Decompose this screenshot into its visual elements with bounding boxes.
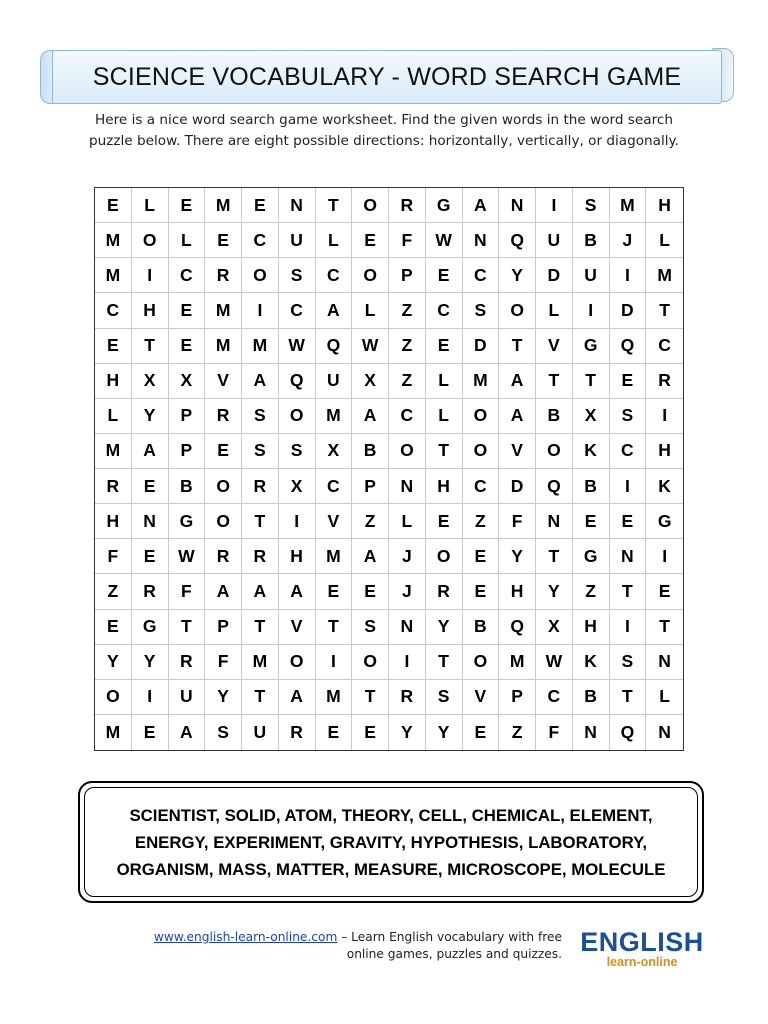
grid-cell: O [279, 399, 316, 434]
grid-cell: O [352, 645, 389, 680]
grid-cell: N [499, 188, 536, 223]
grid-cell: A [352, 399, 389, 434]
grid-cell: E [463, 539, 500, 574]
grid-cell: C [389, 399, 426, 434]
grid-cell: E [205, 434, 242, 469]
grid-cell: E [610, 364, 647, 399]
grid-cell: R [279, 715, 316, 750]
grid-cell: N [463, 223, 500, 258]
grid-cell: M [95, 223, 132, 258]
grid-cell: R [169, 645, 206, 680]
grid-cell: X [573, 399, 610, 434]
intro-line-2: puzzle below. There are eight possible directions: horizontally, vertically, or diagonally. [89, 133, 679, 149]
grid-cell: Q [499, 223, 536, 258]
grid-cell: H [279, 539, 316, 574]
grid-cell: R [242, 539, 279, 574]
grid-cell: N [389, 469, 426, 504]
grid-cell: U [536, 223, 573, 258]
grid-cell: H [132, 293, 169, 328]
grid-cell: X [169, 364, 206, 399]
grid-cell: M [646, 258, 683, 293]
grid-cell: D [610, 293, 647, 328]
grid-cell: W [426, 223, 463, 258]
grid-cell: V [536, 329, 573, 364]
grid-cell: F [95, 539, 132, 574]
grid-cell: L [426, 399, 463, 434]
grid-cell: I [646, 399, 683, 434]
grid-cell: T [132, 329, 169, 364]
grid-cell: E [610, 504, 647, 539]
website-link[interactable]: www.english-learn-online.com [153, 930, 338, 944]
grid-cell: O [426, 539, 463, 574]
grid-cell: Q [610, 329, 647, 364]
grid-cell: O [205, 504, 242, 539]
grid-cell: C [426, 293, 463, 328]
grid-cell: S [279, 434, 316, 469]
grid-cell: L [95, 399, 132, 434]
grid-cell: G [573, 329, 610, 364]
grid-cell: N [132, 504, 169, 539]
grid-cell: M [242, 329, 279, 364]
grid-cell: A [169, 715, 206, 750]
grid-cell: T [610, 574, 647, 609]
grid-cell: E [426, 258, 463, 293]
grid-cell: M [499, 645, 536, 680]
grid-cell: E [463, 574, 500, 609]
grid-cell: E [132, 539, 169, 574]
grid-cell: G [573, 539, 610, 574]
grid-cell: S [205, 715, 242, 750]
grid-cell: T [169, 610, 206, 645]
grid-cell: B [573, 223, 610, 258]
grid-cell: I [132, 258, 169, 293]
grid-cell: S [573, 188, 610, 223]
grid-cell: E [95, 610, 132, 645]
grid-cell: K [646, 469, 683, 504]
grid-cell: S [352, 610, 389, 645]
grid-cell: P [352, 469, 389, 504]
grid-cell: E [352, 223, 389, 258]
grid-cell: S [242, 434, 279, 469]
grid-cell: Y [499, 539, 536, 574]
grid-cell: G [169, 504, 206, 539]
grid-cell: M [610, 188, 647, 223]
grid-cell: S [610, 645, 647, 680]
grid-cell: V [205, 364, 242, 399]
grid-cell: Z [389, 293, 426, 328]
grid-cell: E [169, 188, 206, 223]
footer-text [60, 929, 562, 963]
grid-cell: T [426, 434, 463, 469]
grid-cell: Q [610, 715, 647, 750]
grid-cell: T [242, 680, 279, 715]
grid-cell: O [279, 645, 316, 680]
grid-cell: J [389, 539, 426, 574]
grid-cell: F [499, 504, 536, 539]
grid-cell: Y [132, 645, 169, 680]
grid-cell: A [316, 293, 353, 328]
grid-cell: W [279, 329, 316, 364]
word-list-line-3: ORGANISM, MASS, MATTER, MEASURE, MICROSCOPE, MOLECULE [116, 859, 666, 879]
grid-cell: V [499, 434, 536, 469]
grid-cell: E [352, 574, 389, 609]
grid-cell: M [95, 258, 132, 293]
word-list-line-2: ENERGY, EXPERIMENT, GRAVITY, HYPOTHESIS, LABORATORY, [134, 832, 648, 852]
grid-cell: C [646, 329, 683, 364]
grid-cell: M [205, 293, 242, 328]
grid-cell: P [169, 434, 206, 469]
grid-cell: A [499, 364, 536, 399]
grid-cell: I [279, 504, 316, 539]
grid-cell: I [389, 645, 426, 680]
grid-cell: S [242, 399, 279, 434]
grid-cell: C [610, 434, 647, 469]
grid-cell: L [169, 223, 206, 258]
grid-cell: T [536, 539, 573, 574]
grid-cell: I [132, 680, 169, 715]
grid-cell: R [389, 188, 426, 223]
grid-cell: A [132, 434, 169, 469]
grid-cell: P [499, 680, 536, 715]
grid-cell: E [426, 504, 463, 539]
grid-cell: B [352, 434, 389, 469]
grid-cell: R [95, 469, 132, 504]
grid-cell: X [352, 364, 389, 399]
grid-cell: I [316, 645, 353, 680]
grid-cell: T [316, 188, 353, 223]
grid-cell: M [242, 645, 279, 680]
grid-cell: E [132, 715, 169, 750]
grid-cell: U [573, 258, 610, 293]
grid-cell: T [610, 680, 647, 715]
grid-cell: C [463, 258, 500, 293]
grid-cell: T [242, 610, 279, 645]
grid-cell: M [205, 329, 242, 364]
grid-cell: L [316, 223, 353, 258]
logo-english: ENGLISH [580, 927, 704, 957]
grid-cell: O [205, 469, 242, 504]
grid-cell: H [95, 504, 132, 539]
grid-cell: E [242, 188, 279, 223]
grid-cell: R [132, 574, 169, 609]
grid-cell: N [646, 645, 683, 680]
grid-cell: I [573, 293, 610, 328]
grid-cell: I [536, 188, 573, 223]
page-title: SCIENCE VOCABULARY - WORD SEARCH GAME [92, 62, 682, 91]
grid-cell: Z [463, 504, 500, 539]
grid-cell: O [463, 399, 500, 434]
grid-cell: O [352, 258, 389, 293]
grid-cell: M [316, 399, 353, 434]
grid-cell: R [426, 574, 463, 609]
grid-cell: F [169, 574, 206, 609]
grid-cell: G [132, 610, 169, 645]
grid-cell: A [279, 680, 316, 715]
grid-cell: Y [95, 645, 132, 680]
grid-cell: C [279, 293, 316, 328]
grid-cell: O [463, 645, 500, 680]
title-banner [40, 44, 734, 112]
grid-cell: K [573, 434, 610, 469]
grid-cell: I [610, 469, 647, 504]
grid-cell: O [463, 434, 500, 469]
word-search-grid [94, 187, 684, 751]
grid-cell: H [95, 364, 132, 399]
grid-cell: X [316, 434, 353, 469]
grid-cell: Q [499, 610, 536, 645]
grid-cell: Y [499, 258, 536, 293]
grid-cell: R [242, 469, 279, 504]
grid-cell: U [316, 364, 353, 399]
grid-cell: O [242, 258, 279, 293]
grid-cell: Z [499, 715, 536, 750]
grid-cell: E [646, 574, 683, 609]
grid-cell: O [352, 188, 389, 223]
grid-cell: E [426, 329, 463, 364]
grid-cell: D [536, 258, 573, 293]
grid-cell: R [646, 364, 683, 399]
grid-cell: Z [389, 364, 426, 399]
grid-cell: C [463, 469, 500, 504]
grid-cell: A [205, 574, 242, 609]
grid-cell: W [352, 329, 389, 364]
grid-cell: H [573, 610, 610, 645]
grid-cell: Y [132, 399, 169, 434]
grid-cell: J [389, 574, 426, 609]
word-list [117, 802, 666, 883]
grid-cell: A [242, 574, 279, 609]
grid-cell: Q [316, 329, 353, 364]
grid-cell: X [132, 364, 169, 399]
grid-cell: R [205, 539, 242, 574]
grid-cell: Z [573, 574, 610, 609]
grid-cell: A [279, 574, 316, 609]
grid-cell: P [205, 610, 242, 645]
grid-cell: L [389, 504, 426, 539]
grid-cell: M [95, 434, 132, 469]
grid-cell: N [536, 504, 573, 539]
grid-cell: Z [389, 329, 426, 364]
grid-cell: M [95, 715, 132, 750]
grid-cell: H [499, 574, 536, 609]
grid-cell: T [536, 364, 573, 399]
grid-cell: M [316, 539, 353, 574]
grid-cell: V [463, 680, 500, 715]
grid-cell: U [242, 715, 279, 750]
banner-body [52, 50, 722, 104]
english-learn-online-logo [578, 928, 706, 972]
grid-cell: M [316, 680, 353, 715]
grid-cell: C [536, 680, 573, 715]
grid-cell: I [646, 539, 683, 574]
grid-cell: O [499, 293, 536, 328]
logo-learn-online: learn-online [606, 955, 678, 969]
grid-cell: L [646, 680, 683, 715]
grid-cell: O [536, 434, 573, 469]
grid-cell: S [279, 258, 316, 293]
grid-cell: I [242, 293, 279, 328]
footer-text-1: – Learn English vocabulary with free [337, 930, 562, 944]
grid-cell: X [536, 610, 573, 645]
grid-cell: L [426, 364, 463, 399]
grid-cell: A [242, 364, 279, 399]
grid-cell: N [658, 721, 671, 742]
grid-cell: R [389, 680, 426, 715]
grid-cell: G [646, 504, 683, 539]
intro-text [30, 110, 738, 152]
grid-cell: L [646, 223, 683, 258]
grid-cell: Z [352, 504, 389, 539]
grid-cell: P [169, 399, 206, 434]
grid-cell: D [463, 329, 500, 364]
grid-cell: Q [279, 364, 316, 399]
grid-cell: P [389, 258, 426, 293]
grid-cell: X [279, 469, 316, 504]
grid-cell: Y [426, 610, 463, 645]
grid-cell: S [426, 680, 463, 715]
grid-cell: T [426, 645, 463, 680]
grid-cell: T [242, 504, 279, 539]
grid-cell: U [279, 223, 316, 258]
grid-cell: O [389, 434, 426, 469]
grid-cell: V [279, 610, 316, 645]
grid-cell: B [463, 610, 500, 645]
word-list-box [78, 781, 704, 903]
grid-cell: E [205, 223, 242, 258]
grid-cell: R [205, 258, 242, 293]
grid-cell: I [610, 610, 647, 645]
grid-cell: C [95, 293, 132, 328]
grid-cell: E [95, 329, 132, 364]
grid-cell: A [499, 399, 536, 434]
grid-cell: F [389, 223, 426, 258]
footer-text-2: online games, puzzles and quizzes. [346, 947, 562, 961]
grid-cell: O [95, 680, 132, 715]
grid-cell: L [352, 293, 389, 328]
grid-cell: T [352, 680, 389, 715]
grid-cell: E [132, 469, 169, 504]
grid-cell: L [536, 293, 573, 328]
grid-cell: H [426, 469, 463, 504]
grid-cell: L [132, 188, 169, 223]
grid-cell: E [95, 188, 132, 223]
grid-cell: N [610, 539, 647, 574]
grid-cell: F [205, 645, 242, 680]
grid-cell: E [169, 329, 206, 364]
grid-cell: O [132, 223, 169, 258]
grid-cell: C [242, 223, 279, 258]
grid-cell: Y [205, 680, 242, 715]
grid-cell: E [573, 504, 610, 539]
grid-cell: Q [536, 469, 573, 504]
grid-cell: J [610, 223, 647, 258]
grid-cell: G [426, 188, 463, 223]
grid-cell: D [499, 469, 536, 504]
grid-cell: B [536, 399, 573, 434]
grid-cell: K [573, 645, 610, 680]
grid-cell: T [316, 610, 353, 645]
grid-cell: A [352, 539, 389, 574]
grid-cell: Z [95, 574, 132, 609]
grid-cell: M [463, 364, 500, 399]
grid-cell: E [316, 715, 353, 750]
intro-line-1: Here is a nice word search game worksheet. Find the given words in the word search [95, 112, 673, 128]
grid-cell: B [573, 680, 610, 715]
grid-cell: A [463, 188, 500, 223]
grid-cell: M [205, 188, 242, 223]
grid-cell: C [316, 258, 353, 293]
grid-cell: N [389, 610, 426, 645]
grid-cell: Y [389, 715, 426, 750]
grid-cell: C [169, 258, 206, 293]
grid-cell: B [169, 469, 206, 504]
grid-cell: R [205, 399, 242, 434]
grid-cell: I [610, 258, 647, 293]
grid-cell: T [646, 293, 683, 328]
grid-cell: W [536, 645, 573, 680]
grid-cell: T [573, 364, 610, 399]
word-list-line-1: SCIENTIST, SOLID, ATOM, THEORY, CELL, CHEMICAL, ELEMENT, [129, 805, 653, 825]
grid-cell: E [352, 715, 389, 750]
grid-cell: Y [536, 574, 573, 609]
grid-cell: Y [426, 715, 463, 750]
grid-cell: U [169, 680, 206, 715]
grid-cell: S [463, 293, 500, 328]
grid-cell: T [646, 610, 683, 645]
grid-cell: E [316, 574, 353, 609]
grid-cell: V [316, 504, 353, 539]
grid-cell: H [646, 188, 683, 223]
grid-cell: E [463, 715, 500, 750]
grid-cell: B [573, 469, 610, 504]
grid-cell: W [169, 539, 206, 574]
grid-cell: S [610, 399, 647, 434]
grid-cell: C [316, 469, 353, 504]
grid-cell: T [499, 329, 536, 364]
grid-cell: H [646, 434, 683, 469]
grid-cell: E [169, 293, 206, 328]
grid-cell: N [279, 188, 316, 223]
grid-cell: F [536, 715, 573, 750]
grid-cell: N [573, 715, 610, 750]
